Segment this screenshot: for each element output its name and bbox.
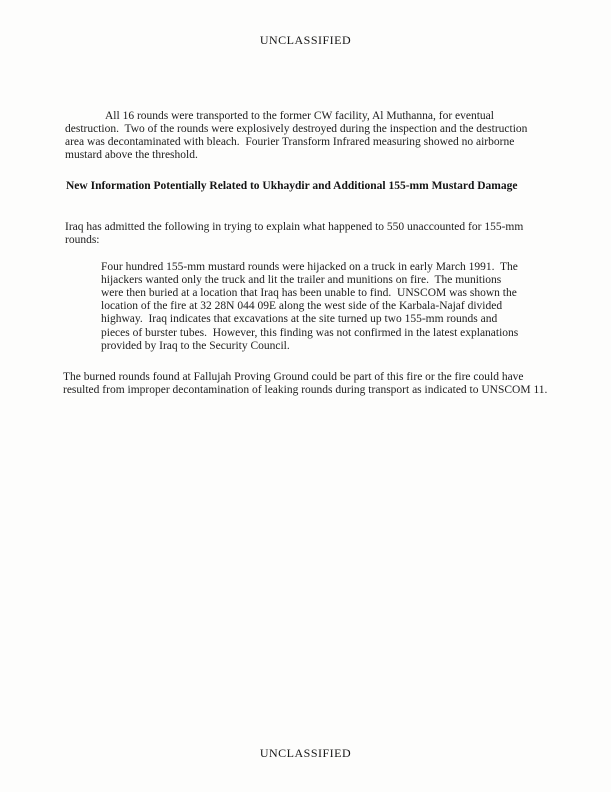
paragraph-iraq-admission-lead-in: Iraq has admitted the following in trying to explain what happened to 550 unaccounted for 155-mm rounds:	[65, 220, 527, 246]
header-classification-marking: UNCLASSIFIED	[259, 33, 352, 47]
footer-classification-marking: UNCLASSIFIED	[259, 746, 352, 760]
section-heading-new-information: New Information Potentially Related to Ukhaydir and Additional 155-mm Mustard Damage	[66, 179, 518, 192]
block-quote-hijacked-rounds: Four hundred 155-mm mustard rounds were hijacked on a truck in early March 1991. The hijackers wanted only the truck and lit the trailer and munitions on fire. The munitions were then buried at a location that Iraq has been unable to find. UNSCOM was shown the location of the fire at 32 28N 044 09E along the west side of the Karbala-Najaf divided highway. Iraq indicates that excavations at the site turned up two 155-mm rounds and pieces of burster tubes. However, this finding was not confirmed in the latest explanations provided by Iraq to the Security Council.	[101, 260, 522, 352]
paragraph-rounds-destruction: All 16 rounds were transported to the former CW facility, Al Muthanna, for eventual destruction. Two of the rounds were explosively destroyed during the inspection and the destruction area was decontaminated with bleach. Fourier Transform Infrared measuring showed no airborne mustard above the threshold.	[65, 109, 531, 162]
paragraph-fallujah-conclusion: The burned rounds found at Fallujah Proving Ground could be part of this fire or the fire could have resulted from improper decontamination of leaking rounds during transport as indicated to UNSCOM 11.	[63, 370, 548, 396]
